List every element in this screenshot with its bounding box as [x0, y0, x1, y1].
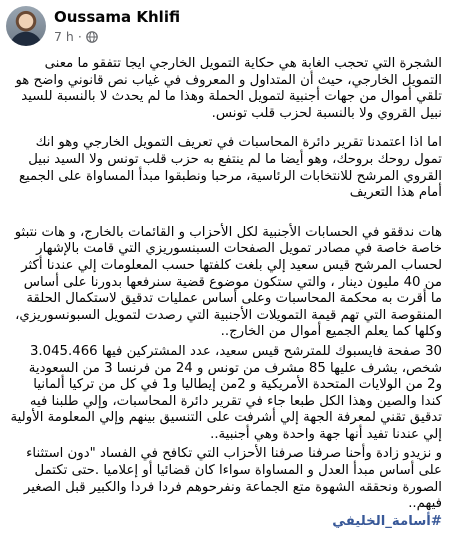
post-paragraph: 30 صفحة فايسبوك للمترشح قيس سعيد، عدد المشتركين فيها 3.045.466 شخص، يشرف عليها 85 مشرف من تونس و 24 من فرنسا 3 من السعودية و2 من الولايات المتحدة الأمريكية و 2من إيطاليا و1 في كل من تركيا ألمانيا كندا والصين وهذا الكل طبعا جاء في تقرير دائرة المحاسبات، وإلي طلبنا فيه تدقيق تقني لمعرفة الجهة إلي أشرفت على التنسيق بينهم وإلي المعلومة الأولية إلي عندنا تفيد أنها جهة واحدة وهي أجنبية..: [10, 343, 442, 442]
post-meta: [54, 29, 98, 44]
dot-separator: ·: [77, 29, 82, 44]
author-avatar[interactable]: [6, 6, 46, 46]
post-body: [10, 56, 442, 530]
post-time[interactable]: 7 h: [54, 29, 74, 44]
post-paragraph: الشجرة التي تحجب الغابة هي حكاية التمويل الخارجي ايجا تتفقو ما معنى التمويل الخارجي، حيث أن المتداول و المعروف في غياب نص قانوني واضح هو تلقي أموال من جهات أجنبية لتمويل الحملة وهذا ما لم يحدث لا بالنسبة للسيد نبيل القروي ولا بالنسبة لحزب قلب تونس.: [15, 56, 442, 121]
post-paragraph: هات ندققو في الحسابات الأجنبية لكل الأحزاب و القائمات بالخارج، و هات نتبثو خاصة خاصة في مصادر تمويل الصفحات السبنسوريزي التي قامت بالإشهار لحساب المرشح قيس سعيد إلي بلغت كلفتها حسب المعلومات إلي عندنا أكثر من 40 مليون دينار ، والتي ستكون موضوع قضية سنرفعها بدورنا على أساس ما أقرت به محكمة المحاسبات وعلى أساس عمليات تدقيق لاستكمال الحلقة المنقوصة التي تهم قيمة التمويلات الأجنبية التي رصدت لتمويل السبونسوريزي، وكلها كما يعلم الجميع أموال من الخارج..: [14, 224, 442, 340]
author-name[interactable]: Oussama Khlifi: [54, 8, 181, 26]
post-paragraph: اما اذا اعتمدنا تقرير دائرة المحاسبات في تعريف التمويل الخارجي وهو انك تمول روحك بروحك، وهو أيضا ما لم ينتفع به حزب قلب تونس ولا السيد نبيل القروي المرشح للانتخابات الرئاسية، مرحبا ونطبقوا مبدأ المساواة على الجميع أمام هذا التعريف: [18, 135, 442, 201]
globe-icon: [86, 31, 98, 43]
post-paragraph: و نزيدو زادة وأحنا صرفنا صرفنا الأحزاب التي تكافح في الفساد "دون استثناء على أساس مبدأ العدل و المساواة سواءا كان قضائيا أو إعلاميا .حتى تكتمل الصورة ونحققه الشهوة متع الجماعة ونفرحوهم فردا فردا والكبير قبل الصغير فيهم..: [23, 446, 442, 512]
hashtag-link[interactable]: #أسامة_الخليفي: [332, 513, 442, 529]
post-header: [6, 6, 436, 46]
